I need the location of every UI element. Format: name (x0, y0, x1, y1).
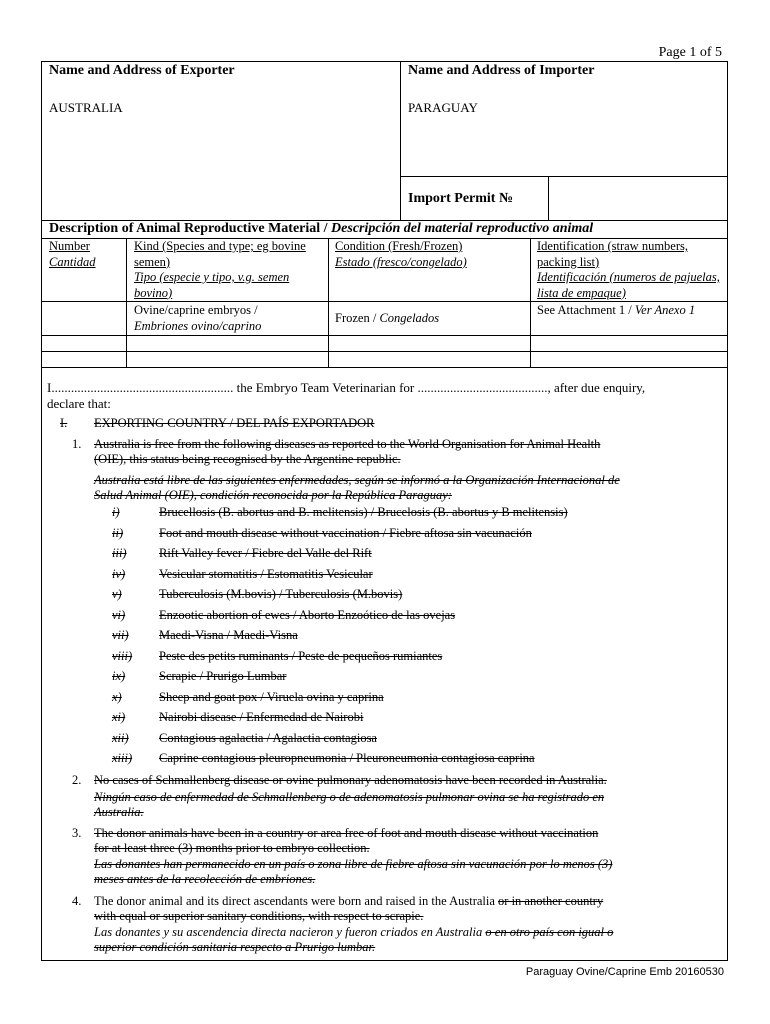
disease-number: vi) (112, 607, 126, 622)
item1-es (94, 473, 724, 503)
description-heading-en: Description of Animal Reproductive Material / (49, 221, 332, 236)
table-header-en: Identification (straw numbers, packing list) (537, 239, 688, 269)
divider (548, 176, 549, 221)
divider (400, 61, 401, 221)
item1-es-line: Australia está libre de las siguientes enfermedades, según se informó a la Organización Internacional de (94, 473, 620, 487)
description-heading (49, 221, 593, 237)
table-cell-identification (537, 303, 722, 319)
item3-en-line: for at least three (3) months prior to embryo collection. (94, 841, 370, 855)
table-cell-kind (134, 303, 324, 334)
disease-number: ii) (112, 525, 124, 540)
item3-es-line: Las donantes han permanecido en un país o zona libre de fiebre aftosa sin vacunación por lo menos (3) (94, 857, 613, 871)
item3-en-line: The donor animals have been in a country or area free of foot and mouth disease without vaccination (94, 826, 599, 840)
item2-es-line: Ningún caso de enfermedad de Schmallenberg o de adenomatosis pulmonar ovina se ha registrado en (94, 790, 605, 804)
disease-name: Brucellosis (B. abortus and B. melitensis) / Brucelosis (B. abortus y B melitensis) (159, 505, 568, 519)
disease-number: ix) (112, 669, 126, 683)
disease-number: xii) (112, 730, 129, 745)
disease-name: Foot and mouth disease without vaccination / Fiebre aftosa sin vacunación (159, 525, 532, 540)
disease-name: Rift Valley fever / Fiebre del Valle del Rift (159, 546, 372, 560)
ident-es: Ver Anexo 1 (634, 303, 696, 317)
item1-en-line: Australia is free from the following diseases as reported to the World Organisation for Animal Health (94, 437, 601, 451)
table-header-number (49, 239, 124, 270)
disease-name: Scrapie / Prurigo Lumbar (159, 669, 287, 683)
item4-en-text: The donor animal and its direct ascendants were born and raised in the Australia (94, 894, 499, 908)
disease-name: Maedi-Visna / Maedi-Visna (159, 628, 298, 642)
disease-number: xiii) (112, 751, 133, 765)
item-number: 3. (72, 826, 82, 840)
disease-number: x) (112, 689, 122, 704)
item2-es-line: Australia. (94, 805, 144, 819)
footer-doc-id: Paraguay Ovine/Caprine Emb 20160530 (525, 966, 724, 978)
page-number: Page 1 of 5 (658, 45, 722, 60)
disease-name: Vesicular stomatitis / Estomatitis Vesicular (159, 566, 373, 581)
declaration-line-2: declare that: (47, 396, 111, 411)
item4-en-line: with equal or superior sanitary conditions, with respect to scrapie. (94, 909, 424, 923)
condition-en: Frozen / (335, 311, 380, 325)
table-header-es: Cantidad (49, 254, 96, 269)
item3-en (94, 826, 724, 856)
section-number: I. (60, 416, 68, 430)
disease-name: Nairobi disease / Enfermedad de Nairobi (159, 710, 364, 724)
import-permit-label: Import Permit № (408, 191, 514, 206)
table-header-condition (335, 239, 525, 270)
disease-name: Caprine contagious pleuropneumonia / Pleuroneumonia contagiosa caprina (159, 751, 535, 765)
section-title: EXPORTING COUNTRY / DEL PAÍS EXPORTADOR (94, 416, 375, 430)
item-number: 2. (72, 773, 82, 787)
exporter-heading: Name and Address of Exporter (49, 63, 235, 78)
table-row-divider (41, 351, 728, 352)
disease-number: viii) (112, 648, 133, 663)
disease-name: Peste des petits ruminants / Peste de pequeños rumiantes (159, 648, 443, 663)
item4-en (94, 894, 724, 924)
item2-es (94, 790, 724, 820)
item-number: 4. (72, 894, 82, 908)
item3-es (94, 857, 724, 887)
table-header-kind (134, 239, 324, 301)
condition-es: Congelados (379, 311, 440, 325)
item4-en-struck: or in another country (498, 894, 604, 908)
item1-en-line: (OIE), this status being recognised by the Argentine republic. (94, 452, 401, 466)
importer-heading: Name and Address of Importer (408, 63, 595, 78)
disease-number: iv) (112, 566, 126, 581)
disease-name: Contagious agalactia / Agalactia contagiosa (159, 730, 377, 745)
table-row-divider (41, 367, 728, 368)
divider (400, 176, 728, 177)
ident-en: See Attachment 1 / (537, 303, 635, 317)
table-header-es: Tipo (especie y tipo, v.g. semen bovino) (134, 270, 290, 300)
item1-es-line: Salud Animal (OIE), condición reconocida por la República Paraguay: (94, 488, 452, 502)
item2-en: No cases of Schmallenberg disease or ovine pulmonary adenomatosis have been recorded in Australia. (94, 773, 607, 787)
item4-es (94, 925, 724, 955)
declaration-line-1: I........................................................ the Embryo Team Veterinarian for ........................................, after due enquiry, (47, 380, 646, 395)
table-row-divider (41, 335, 728, 336)
item1-en (94, 437, 724, 467)
item-number: 1. (72, 437, 82, 451)
table-header-en: Kind (Species and type; eg bovine semen) (134, 239, 306, 269)
table-header-en: Number (49, 239, 90, 253)
item4-es-text: Las donantes y su ascendencia directa nacieron y fueron criados en Australia (94, 925, 486, 939)
disease-number: vii) (112, 628, 129, 642)
kind-en: Ovine/caprine embryos / (134, 303, 258, 317)
item4-es-struck: o en otro país con igual o (485, 925, 614, 939)
exporter-value: AUSTRALIA (49, 100, 123, 115)
kind-es: Embriones ovino/caprino (134, 318, 262, 333)
table-col-divider (530, 238, 531, 368)
description-heading-es: Descripción del material reproductivo animal (331, 221, 594, 236)
table-header-en: Condition (Fresh/Frozen) (335, 239, 463, 253)
table-header-es: Identificación (numeros de pajuelas, lista de empaque) (537, 270, 720, 300)
table-header-identification (537, 239, 722, 301)
disease-number: xi) (112, 710, 126, 724)
item3-es-line: meses antes de la recolección de embriones. (94, 872, 316, 886)
disease-name: Enzootic abortion of ewes / Aborto Enzoótico de las ovejas (159, 607, 456, 622)
disease-number: i) (112, 505, 120, 519)
disease-number: v) (112, 587, 122, 601)
disease-name: Sheep and goat pox / Viruela ovina y caprina (159, 689, 384, 704)
importer-value: PARAGUAY (408, 100, 478, 115)
disease-number: iii) (112, 546, 127, 560)
table-col-divider (126, 238, 127, 368)
table-row-divider (41, 301, 728, 302)
table-header-es: Estado (fresco/congelado) (335, 254, 467, 269)
table-cell-condition (335, 311, 439, 327)
table-col-divider (328, 238, 329, 368)
item4-es-line: superior condición sanitaria respecto a Prurigo lumbar. (94, 940, 376, 954)
disease-name: Tuberculosis (M.bovis) / Tuberculosis (M.bovis) (159, 587, 403, 601)
